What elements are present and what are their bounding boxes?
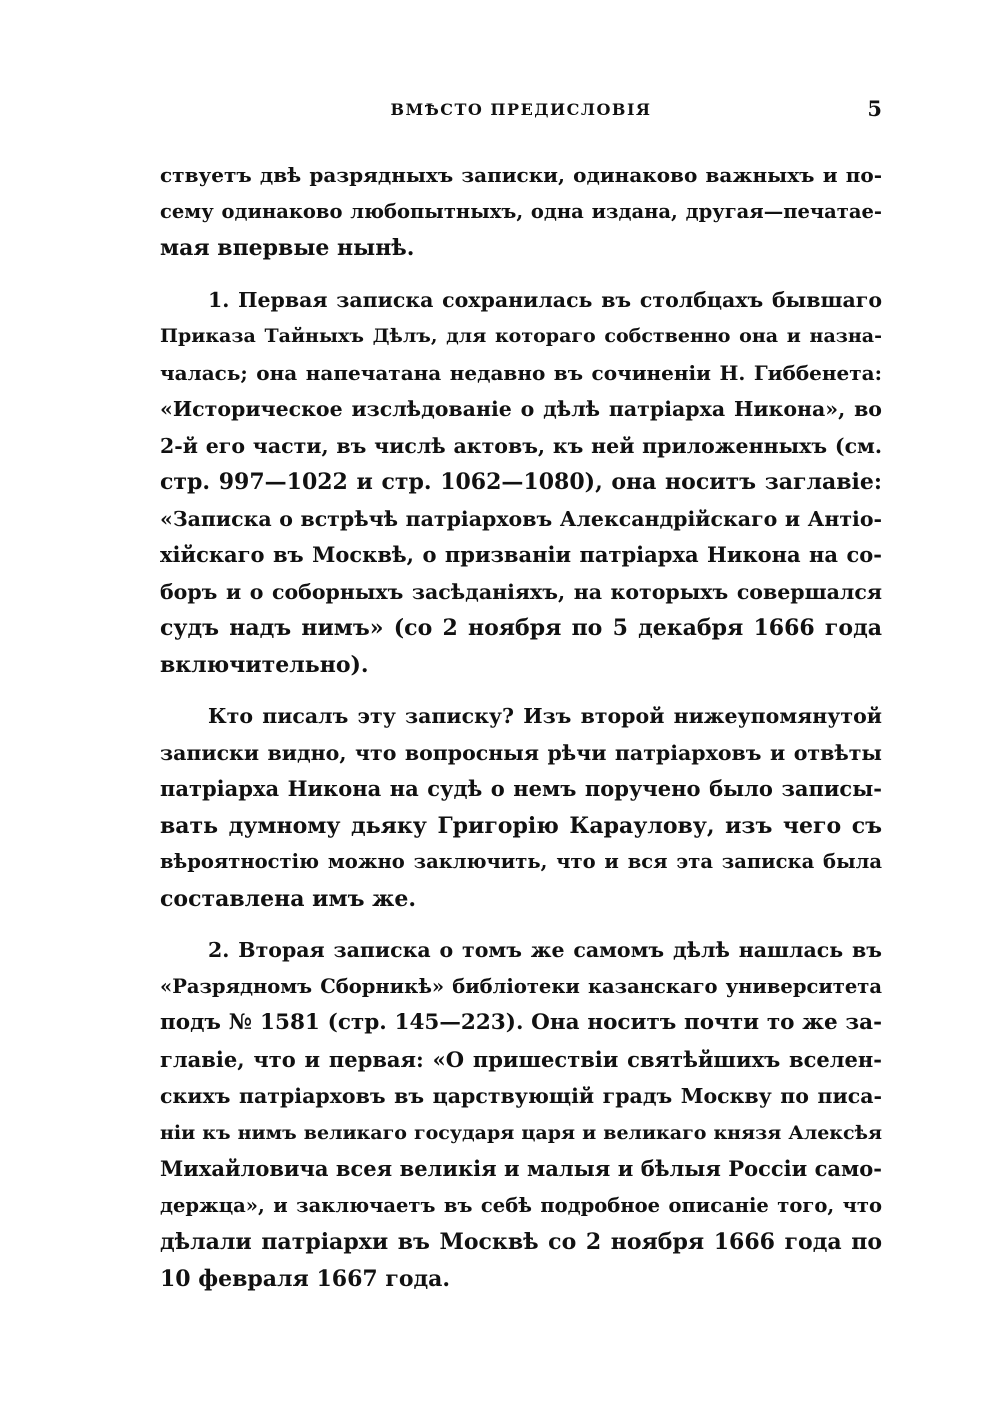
text-line: судъ надъ нимъ» (со 2 ноября по 5 декабря 1666 года [160,615,882,641]
text-line: «Разрядномъ Сборникѣ» библіотеки казанскаго университета [160,974,882,998]
paragraph [160,157,882,267]
text-line: составлена имъ же. [160,885,416,912]
text-line: скихъ патріарховъ въ царствующій градъ Москву по писа- [160,1084,882,1108]
paragraph-gap [160,267,882,282]
text-line: записки видно, что вопросныя рѣчи патріарховъ и отвѣты [160,740,882,765]
paragraph [160,282,882,684]
paragraph [160,932,882,1297]
text-line: Приказа Тайныхъ Дѣлъ, для котораго собственно она и назна- [160,325,882,347]
text-line: подъ № 1581 (стр. 145—223). Она носитъ почти то же за- [160,1010,882,1035]
text-line: ствуетъ двѣ разрядныхъ записки, одинаково важныхъ и по- [160,163,882,187]
text-line: включительно). [160,651,369,678]
paragraph-gap [160,683,882,698]
text-line: 10 февраля 1667 года. [160,1265,451,1292]
text-line: дѣлали патріархи въ Москвѣ со 2 ноября 1666 года по [160,1229,882,1255]
text-line: держца», и заключаетъ въ себѣ подробное описаніе того, что [160,1193,882,1217]
text-line: Михайловича всея великія и малыя и бѣлыя Россіи само- [160,1156,882,1181]
paragraph-gap [160,917,882,932]
text-line: главіе, что и первая: «О пришествіи святѣйшихъ вселен- [160,1046,882,1072]
paragraph [160,698,882,917]
text-line: ніи къ нимъ великаго государя царя и великаго князя Алексѣя [160,1121,882,1144]
running-header [160,96,882,126]
text-line: 1. Первая записка сохранилась въ столбцахъ бывшаго [208,287,882,312]
text-line: боръ и о соборныхъ засѣданіяхъ, на которыхъ совершался [160,579,882,604]
text-line: Кто писалъ эту записку? Изъ второй нижеупомянутой [208,704,882,728]
text-line: «Записка о встрѣчѣ патріарховъ Александрійскаго и Антіо- [160,506,882,531]
body-text [160,157,882,1297]
text-line: «Историческое изслѣдованіе о дѣлѣ патріарха Никона», во [160,397,882,421]
page-number: 5 [867,96,882,121]
text-line: стр. 997—1022 и стр. 1062—1080), она носитъ заглавіе: [160,469,882,495]
text-line: патріарха Никона на судѣ о немъ поручено было записы- [160,776,882,801]
text-line: 2. Вторая записка о томъ же самомъ дѣлѣ нашлась въ [208,938,882,962]
text-line: 2-й его части, въ числѣ актовъ, къ ней приложенныхъ (см. [160,433,882,458]
text-line: мая впервые нынѣ. [160,235,415,261]
text-line: сему одинаково любопытныхъ, одна издана, другая—печатае- [160,199,882,223]
running-title: ВМѢСТО ПРЕДИСЛОВІЯ [390,100,652,119]
text-line: хійскаго въ Москвѣ, о призваніи патріарха Никона на со- [160,542,882,567]
text-line: вать думному дьяку Григорію Караулову, изъ чего съ [160,812,882,839]
text-line: вѣроятностію можно заключить, что и вся эта записка была [160,850,882,873]
text-line: чалась; она напечатана недавно въ сочиненіи Н. Гиббенета: [160,360,882,385]
